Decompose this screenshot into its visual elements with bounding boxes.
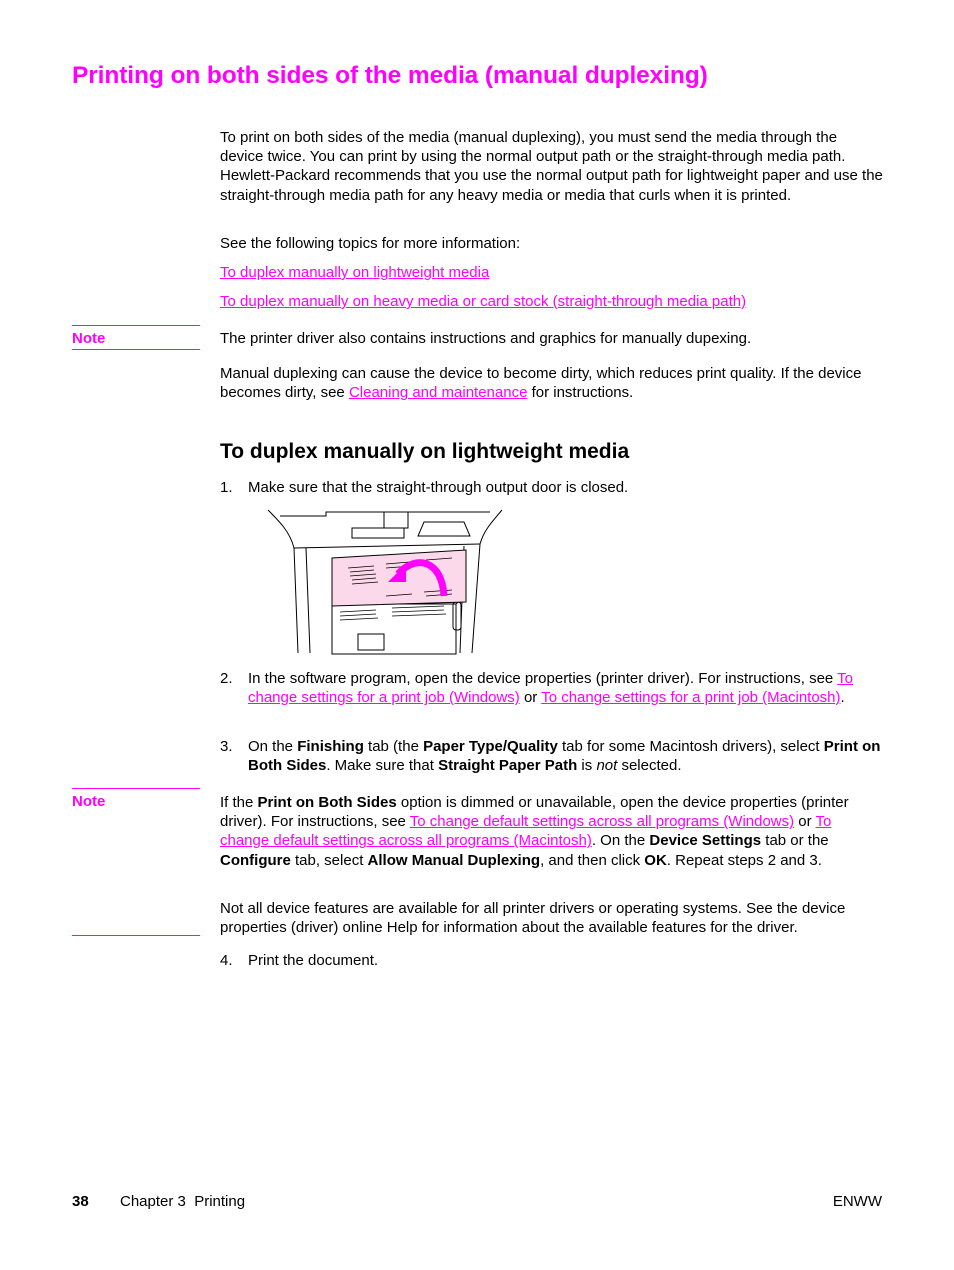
note-label: Note	[72, 330, 106, 347]
step-3: 3. On the Finishing tab (the Paper Type/Quality tab for some Macintosh drivers), select Print on Both Sides. Make sure that Straight Paper Path is not selected.	[220, 738, 881, 775]
note-2-label: Note	[72, 793, 106, 810]
link-print-job-windows[interactable]: To change settings for a print job (Windows)	[248, 670, 854, 707]
note-bottom-rule	[72, 349, 200, 350]
section-heading: To duplex manually on lightweight media	[220, 440, 630, 463]
link-duplex-heavy[interactable]: To duplex manually on heavy media or card stock (straight-through media path)	[220, 293, 747, 310]
note-top-rule	[72, 325, 200, 326]
link-print-job-macintosh[interactable]: To change settings for a print job (Macintosh)	[541, 689, 841, 707]
link-default-settings-macintosh[interactable]: To change default settings across all programs (Macintosh)	[220, 813, 832, 850]
step-2: 2. In the software program, open the device properties (printer driver). For instructions, see To change settings for a print job (Windows) or To change settings for a print job (Macintosh).	[220, 670, 854, 707]
link-cleaning-maintenance[interactable]: Cleaning and maintenance	[348, 384, 528, 402]
note-dirty-paragraph: Manual duplexing can cause the device to become dirty, which reduces print quality. If the device becomes dirty, see Cleaning and maintenance for instructions.	[220, 365, 862, 402]
step-4: 4. Print the document.	[220, 952, 379, 969]
step-1: 1. Make sure that the straight-through output door is closed.	[220, 479, 629, 496]
note-2-paragraph-1: If the Print on Both Sides option is dimmed or unavailable, open the device properties (printer driver). For instructions, see To change default settings across all programs (Windows) or To change default settings across all programs (Macintosh). On the Device Settings tab or the Configure tab, select Allow Manual Duplexing, and then click OK. Repeat steps 2 and 3.	[220, 794, 849, 869]
link-default-settings-windows[interactable]: To change default settings across all programs (Windows)	[409, 813, 795, 831]
link-duplex-lightweight[interactable]: To duplex manually on lightweight media	[220, 264, 490, 281]
note-text: The printer driver also contains instructions and graphics for manually dupexing.	[220, 330, 752, 347]
footer-enww: ENWW	[832, 1193, 882, 1210]
note-2-bottom-rule	[72, 935, 200, 936]
see-following-text: See the following topics for more information:	[220, 235, 521, 252]
page-title: Printing on both sides of the media (manual duplexing)	[72, 62, 708, 89]
footer-page-number: 38	[72, 1193, 89, 1210]
printer-rear-door-illustration	[266, 508, 506, 658]
intro-paragraph: To print on both sides of the media (manual duplexing), you must send the media through the device twice. You can print by using the normal output path or the straight-through media path. Hewlett-Packard recommends that you use the normal output path for lightweight paper and use the straight-through media path for any heavy media or media that curls when it is printed.	[220, 129, 883, 204]
footer-chapter: Chapter 3 Printing	[120, 1193, 246, 1210]
note-2-top-rule	[72, 788, 200, 789]
note-2-paragraph-2: Not all device features are available for all printer drivers or operating systems. See the device properties (driver) online Help for information about the available features for the driver.	[220, 900, 846, 937]
